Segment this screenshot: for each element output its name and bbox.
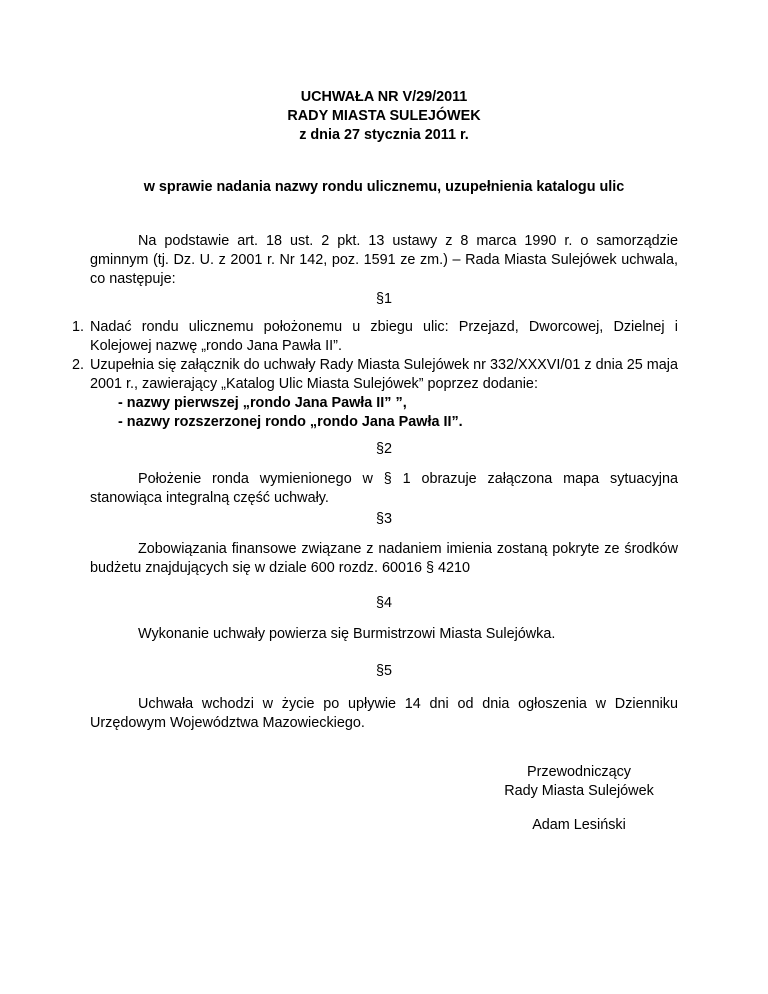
section-mark-5: §5: [375, 663, 392, 679]
section-5-text: Uchwała wchodzi w życie po upływie 14 dni od dnia ogłoszenia w Dzienniku Urzędowym Województwa Mazowieckiego.: [90, 696, 678, 731]
section-mark-1: §1: [375, 291, 392, 307]
list-item: [72, 356, 678, 432]
list-item-text: Uzupełnia się załącznik do uchwały Rady Miasta Sulejówek nr 332/XXXVI/01 z dnia 25 maja 2001 r., zawierający „Katalog Ulic Miasta Sulejówek” poprzez dodanie:: [90, 357, 678, 392]
resolution-date: z dnia 27 stycznia 2011 r.: [299, 127, 469, 143]
resolution-subject: w sprawie nadania nazwy rondu ulicznemu, uzupełnienia katalogu ulic: [143, 179, 625, 195]
signature-name: Adam Lesiński: [532, 817, 626, 833]
section-2-text: Położenie ronda wymienionego w § 1 obrazuje załączona mapa sytuacyjna stanowiąca integralną część uchwały.: [90, 471, 678, 506]
section-mark-4: §4: [375, 595, 392, 611]
section-3-text: Zobowiązania finansowe związane z nadaniem imienia zostaną pokryte ze środków budżetu znajdujących się w dziale 600 rozdz. 60016 § 4210: [90, 541, 678, 576]
section-mark-2: §2: [375, 441, 392, 457]
list-item-number: 1.: [72, 319, 85, 335]
list-item: [72, 318, 678, 356]
list-item-number: 2.: [72, 357, 85, 373]
section-4-text: Wykonanie uchwały powierza się Burmistrzowi Miasta Sulejówka.: [138, 626, 556, 642]
signature-body: Rady Miasta Sulejówek: [504, 783, 654, 799]
council-name: RADY MIASTA SULEJÓWEK: [287, 108, 481, 124]
section-mark-3: §3: [375, 511, 392, 527]
resolution-number: UCHWAŁA NR V/29/2011: [300, 89, 468, 105]
preamble: Na podstawie art. 18 ust. 2 pkt. 13 ustawy z 8 marca 1990 r. o samorządzie gminnym (tj. Dz. U. z 2001 r. Nr 142, poz. 1591 ze zm.) – Rada Miasta Sulejówek uchwala, co następuje:: [90, 233, 678, 287]
section-1-list: [72, 318, 678, 432]
list-item-text: Nadać rondu ulicznemu położonemu u zbiegu ulic: Przejazd, Dworcowej, Dzielnej i Kolejowej nazwę „rondo Jana Pawła II”.: [90, 319, 678, 354]
document-page: [72, 0, 678, 994]
addition-extended-name: - nazwy rozszerzonej rondo „rondo Jana Pawła II”.: [118, 414, 463, 430]
addition-first-name: - nazwy pierwszej „rondo Jana Pawła II” ”,: [118, 395, 407, 411]
signature-role: Przewodniczący: [527, 764, 631, 780]
